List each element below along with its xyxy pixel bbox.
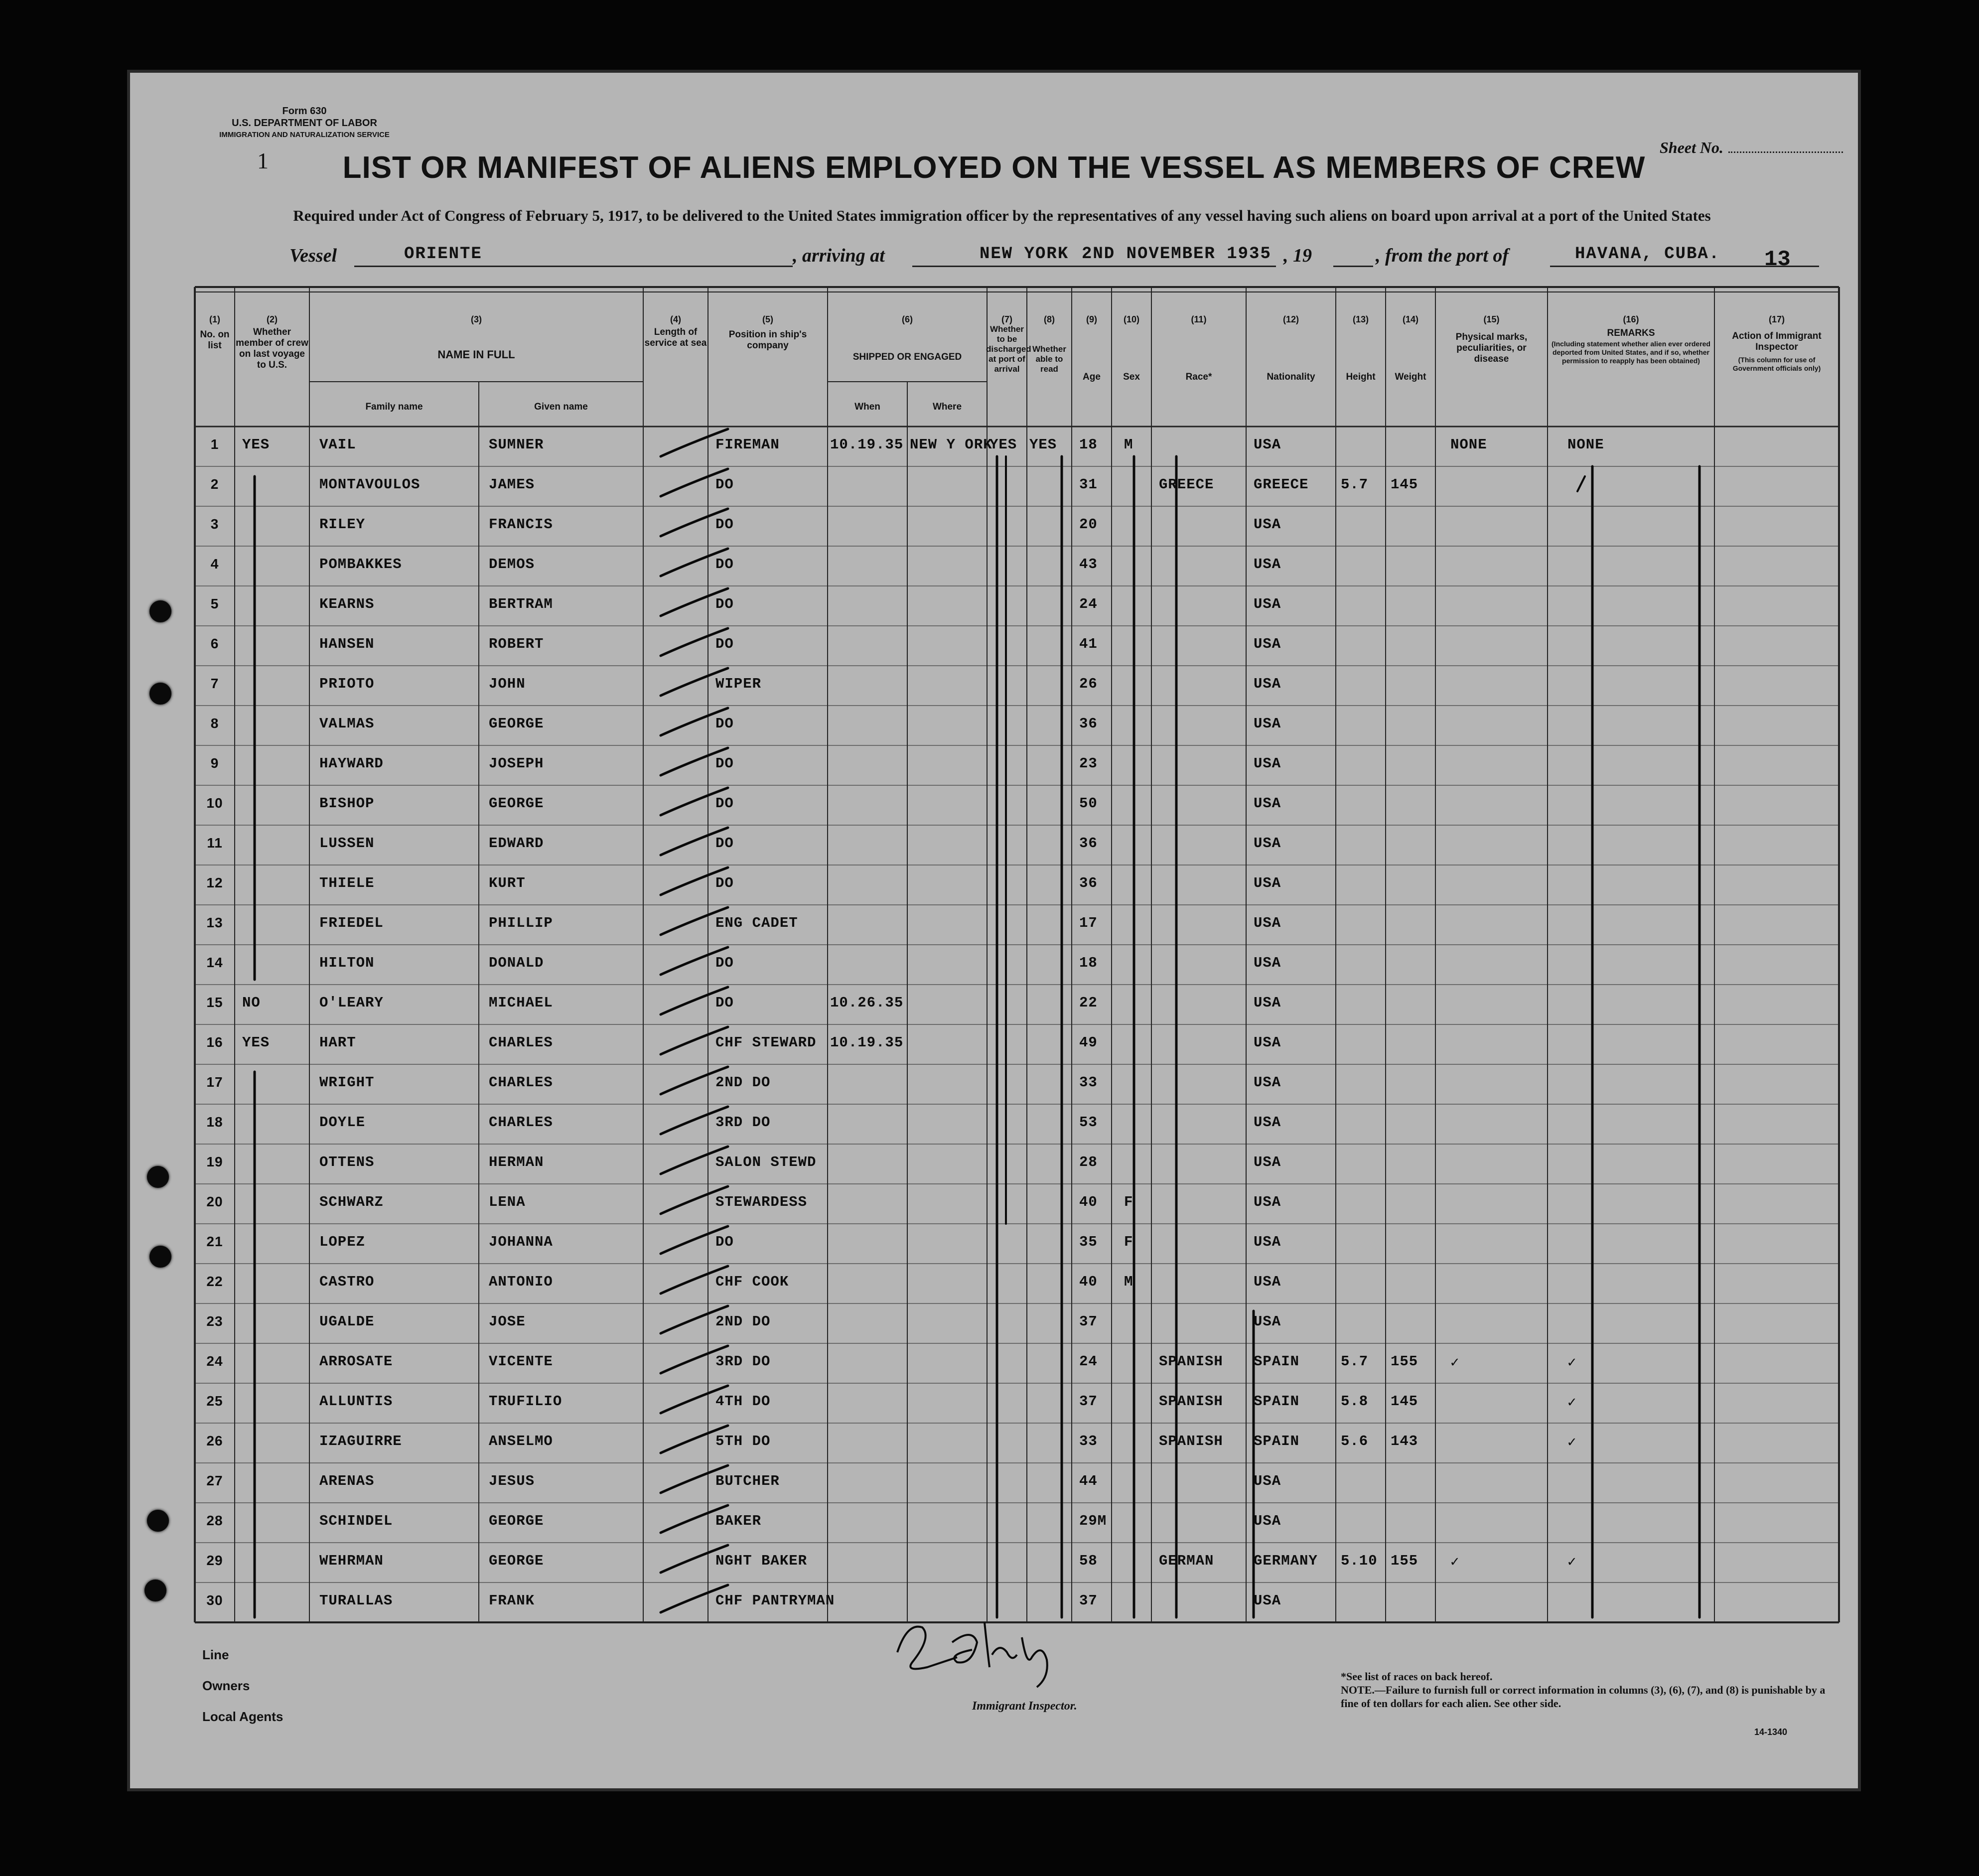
cell-when: 10.19.35 (830, 1034, 904, 1051)
cell-given: JOSE (489, 1313, 526, 1330)
cell-race: GREECE (1159, 476, 1214, 493)
cell-no: 10 (206, 795, 223, 811)
cell-position: DO (715, 596, 734, 612)
cell-nat: SPAIN (1254, 1353, 1300, 1370)
cell-given: FRANK (489, 1592, 535, 1609)
cell-nat: USA (1254, 835, 1281, 852)
cell-remarks: ✓ (1567, 1554, 1577, 1571)
cell-given: JOSEPH (489, 755, 544, 772)
handwritten-mark: 1 (257, 148, 269, 173)
cell-no: 23 (206, 1313, 223, 1329)
cell-nat: USA (1254, 1313, 1281, 1330)
cell-given: MICHAEL (489, 995, 553, 1011)
cell-no: 3 (210, 516, 219, 532)
cell-sex: M (1124, 436, 1133, 453)
cell-given: SUMNER (489, 436, 544, 453)
header-age: Age (1083, 372, 1101, 382)
page-title: LIST OR MANIFEST OF ALIENS EMPLOYED ON THE VESSEL AS MEMBERS OF CREW (342, 150, 1646, 185)
cell-given: GEORGE (489, 716, 544, 732)
cell-sex: F (1124, 1234, 1133, 1250)
page-number: 13 (1764, 247, 1791, 272)
cell-nat: USA (1254, 795, 1281, 812)
cell-no: 11 (207, 835, 223, 851)
cell-given: BERTRAM (489, 596, 553, 612)
header-inspector-action: Action of Immigrant Inspector (1732, 331, 1822, 352)
cell-nat: USA (1254, 1513, 1281, 1529)
cell-given: DEMOS (489, 556, 535, 573)
cell-weight: 155 (1391, 1353, 1418, 1370)
cell-family: HANSEN (319, 636, 375, 652)
cell-no: 19 (206, 1154, 223, 1169)
cell-age: 36 (1079, 835, 1098, 852)
cell-height: 5.6 (1341, 1433, 1369, 1449)
header-family-name: Family name (365, 402, 423, 412)
cell-position: CHF PANTRYMAN (715, 1592, 835, 1609)
cell-race: SPANISH (1159, 1393, 1223, 1410)
header-remarks: REMARKS (1607, 328, 1655, 338)
cell-given: CHARLES (489, 1034, 553, 1051)
header-no-on-list: No. on list (200, 329, 230, 351)
header-length-service: Length of service at sea (644, 327, 707, 348)
cell-given: ANTONIO (489, 1274, 553, 1290)
cell-position: WIPER (715, 676, 762, 692)
cell-no: 4 (210, 556, 219, 572)
cell-given: CHARLES (489, 1114, 553, 1131)
cell-weight: 143 (1391, 1433, 1418, 1449)
cell-no: 29 (206, 1553, 223, 1568)
immigrant-inspector-label: Immigrant Inspector. (972, 1700, 1077, 1713)
cell-given: PHILLIP (489, 915, 553, 931)
cell-nat: GERMANY (1254, 1553, 1318, 1569)
cell-marks: NONE (1450, 436, 1487, 453)
cell-weight: 155 (1391, 1553, 1418, 1569)
cell-remarks: NONE (1567, 436, 1604, 453)
sheet-number-field: Sheet No. (1660, 138, 1843, 157)
cell-position: DO (715, 795, 734, 812)
cell-position: 2ND DO (715, 1074, 771, 1091)
cell-age: 33 (1079, 1433, 1098, 1449)
cell-position: 3RD DO (715, 1114, 771, 1131)
cell-weight: 145 (1391, 476, 1418, 493)
cell-position: 4TH DO (715, 1393, 771, 1410)
cell-family: THIELE (319, 875, 375, 891)
header-inspector-note: (This column for use of Government officials only) (1732, 356, 1821, 372)
cell-family: KEARNS (319, 596, 375, 612)
cell-nat: USA (1254, 1473, 1281, 1489)
cell-position: 2ND DO (715, 1313, 771, 1330)
cell-age: 58 (1079, 1553, 1098, 1569)
punch-hole (147, 1166, 169, 1188)
cell-given: DONALD (489, 955, 544, 971)
cell-position: CHF STEWARD (715, 1034, 817, 1051)
cell-position: DO (715, 955, 734, 971)
cell-position: 3RD DO (715, 1353, 771, 1370)
header-race: Race* (1185, 372, 1212, 382)
cell-family: BISHOP (319, 795, 375, 812)
cell-age: 33 (1079, 1074, 1098, 1091)
cell-no: 21 (206, 1234, 223, 1249)
vessel-name: ORIENTE (404, 245, 482, 264)
cell-no: 27 (206, 1473, 223, 1488)
cell-when: 10.19.35 (830, 436, 904, 453)
cell-family: RILEY (319, 516, 366, 533)
cell-age: 53 (1079, 1114, 1098, 1131)
year-label: , 19 (1283, 245, 1312, 266)
header-height: Height (1346, 372, 1376, 382)
cell-age: 23 (1079, 755, 1098, 772)
cell-nat: USA (1254, 556, 1281, 573)
cell-nat: GREECE (1254, 476, 1309, 493)
cell-sex: F (1124, 1194, 1133, 1210)
cell-family: FRIEDEL (319, 915, 384, 931)
cell-family: HILTON (319, 955, 375, 971)
cell-nat: USA (1254, 1074, 1281, 1091)
cell-family: IZAGUIRRE (319, 1433, 402, 1449)
cell-race: GERMAN (1159, 1553, 1214, 1569)
cell-position: DO (715, 835, 734, 852)
header-given-name: Given name (534, 402, 588, 412)
cell-position: SALON STEWD (715, 1154, 817, 1170)
cell-weight: 145 (1391, 1393, 1418, 1410)
cell-nat: SPAIN (1254, 1393, 1300, 1410)
cell-family: WRIGHT (319, 1074, 375, 1091)
cell-nat: USA (1254, 716, 1281, 732)
cell-position: FIREMAN (715, 436, 780, 453)
cell-given: VICENTE (489, 1353, 553, 1370)
cell-family: SCHWARZ (319, 1194, 384, 1210)
cell-sex: M (1124, 1274, 1133, 1290)
cell-age: 28 (1079, 1154, 1098, 1170)
cell-family: CASTRO (319, 1274, 375, 1290)
cell-no: 1 (210, 436, 219, 452)
cell-family: PRIOTO (319, 676, 375, 692)
cell-age: 29M (1079, 1513, 1107, 1529)
line-label: Line (202, 1647, 229, 1662)
punch-hole (144, 1580, 166, 1601)
manifest-page: Form 630 U.S. DEPARTMENT OF LABOR IMMIGRATION AND NATURALIZATION SERVICE 1 Sheet No. LIST OR MANIFEST OF ALIENS EMPLOYED ON THE VESSEL AS MEMBERS OF CREW Required under Act of Congress of February 5, 1917, to be delivered to the United States immigration officer by the representatives of any vessel having such aliens on board upon arrival at a port of the United States Vessel ORIENTE , arriving at NEW YORK 2ND NOVEMBER 1935 , 19 , from the port of HAVANA, CUBA. 13 (1) No. on list (2) Whether member of crew on last voyage to U.S. (3) NAME IN FULL Family name Given name (4) Length of service at sea (5) Position in ship's company (6) SHIPPED OR ENGAGED When Where (7) Whether to be discharged at port of arrival (8) Whether able to read (9) Age (10) Sex (11) Race* (12) Nationality (13) Height (14) Weight (15) Physical marks, peculiarities, or disease (16) REMARKS (Including statement whether alien ever ordered deported from United States, and if so, whether permission to reapply has been obtained) (17) Action of Immigrant Inspector (This column for use of Government officials only) 1 YES VAIL SUMNER FIREMAN 10.19.35 NEW Y ORK YES YES 18 M USA NONE NONE 2 MONTAVOULOS JAMES DO 31 GREECE GREECE 5.7 145 3 RILEY FRANCIS DO 20 USA 4 POMBAKKES DEMOS DO 43 USA 5 KEARNS BERTRAM DO 24 USA 6 HANSEN ROBERT DO 41 USA 7 PRIOTO JOHN WIPER 26 USA 8 VALMAS GEORGE DO 36 USA 9 HAYWARD JOSEPH DO 23 USA 10 BISHOP GEORGE DO 50 USA 11 LUSSEN EDWARD DO 36 USA 12 THIELE KURT DO 36 USA 13 FRIEDEL PHILLIP ENG CADET 17 USA 14 HILTON DONALD DO 18 USA 15 NO O'LEARY MICHAEL DO 10.26.35 22 USA 16 YES HART CHARLES CHF STEWARD 10.19.35 49 USA 17 WRIGHT CHARLES 2ND DO 33 USA 18 DOYLE CHARLES 3RD DO 53 USA 19 OTTENS HERMAN SALON STEWD 28 USA 20 SCHWARZ LENA STEWARDESS 40 F USA 21 LOPEZ JOHANNA DO 35 F USA 22 CASTRO ANTONIO CHF COOK 40 M USA 23 UGALDE JOSE 2ND DO 37 USA 24 ARROSATE VICENTE 3RD DO 24 SPANISH SPAIN 5.7 155 ✓ ✓ 25 ALLUNTIS TRUFILIO 4TH DO 37 SPANISH SPAIN 5.8 145 ✓ 26 IZAGUIRRE ANSELMO 5TH DO 33 SPANISH SPAIN 5.6 143 ✓ 27 ARENAS JESUS BUTCHER 44 USA 28 SCHINDEL GEORGE BAKER 29M USA 29 WEHRMAN GEORGE NGHT BAKER 58 GERMAN GERMANY 5.10 155 ✓ ✓ 30 TURALLAS FRANK CHF PANTRYMAN 37 USA Line Owners Local Agents Immigrant Inspector. *See list of races on back hereof. NOTE.—Failure to furnish full or correct information in columns (3), (6), (7), and (8) is punishable by a fine of ten dollars for each alien. See other side. 14-1340 (127, 70, 1861, 1791)
cell-age: 37 (1079, 1592, 1098, 1609)
cell-given: HERMAN (489, 1154, 544, 1170)
cell-age: 17 (1079, 915, 1098, 931)
cell-given: ROBERT (489, 636, 544, 652)
cell-family: ALLUNTIS (319, 1393, 393, 1410)
cell-nat: USA (1254, 955, 1281, 971)
cell-given: FRANCIS (489, 516, 553, 533)
header-remarks-note: (Including statement whether alien ever ordered deported from United States, and if so, whether permission to reapply has been obtained) (1552, 340, 1710, 365)
cell-age: 20 (1079, 516, 1098, 533)
cell-given: LENA (489, 1194, 526, 1210)
cell-position: DO (715, 516, 734, 533)
cell-nat: USA (1254, 436, 1281, 453)
cell-position: DO (715, 755, 734, 772)
cell-position: DO (715, 476, 734, 493)
cell-no: 2 (210, 476, 219, 492)
cell-nat: USA (1254, 1154, 1281, 1170)
cell-nat: USA (1254, 1234, 1281, 1250)
punch-hole (149, 600, 171, 622)
cell-no: 14 (206, 955, 223, 970)
from-label: , from the port of (1376, 245, 1509, 266)
header-sex: Sex (1123, 372, 1140, 382)
cell-nat: SPAIN (1254, 1433, 1300, 1449)
cell-family: LOPEZ (319, 1234, 366, 1250)
cell-nat: USA (1254, 1274, 1281, 1290)
header-weight: Weight (1395, 372, 1426, 382)
cell-age: 36 (1079, 716, 1098, 732)
from-port: HAVANA, CUBA. (1575, 245, 1720, 264)
cell-age: 18 (1079, 955, 1098, 971)
cell-disch: YES (990, 436, 1017, 453)
cell-no: 8 (210, 716, 219, 731)
cell-position: DO (715, 875, 734, 891)
cell-height: 5.8 (1341, 1393, 1369, 1410)
cell-age: 50 (1079, 795, 1098, 812)
cell-age: 22 (1079, 995, 1098, 1011)
cell-no: 5 (210, 596, 219, 611)
cell-height: 5.10 (1341, 1553, 1378, 1569)
cell-given: GEORGE (489, 795, 544, 812)
cell-nat: USA (1254, 875, 1281, 891)
cell-given: GEORGE (489, 1553, 544, 1569)
cell-read: YES (1029, 436, 1057, 453)
cell-age: 36 (1079, 875, 1098, 891)
cell-family: OTTENS (319, 1154, 375, 1170)
cell-age: 41 (1079, 636, 1098, 652)
cell-age: 35 (1079, 1234, 1098, 1250)
cell-family: VALMAS (319, 716, 375, 732)
cell-last: NO (242, 995, 261, 1011)
cell-position: DO (715, 1234, 734, 1250)
cell-age: 44 (1079, 1473, 1098, 1489)
cell-given: ANSELMO (489, 1433, 553, 1449)
cell-position: ENG CADET (715, 915, 798, 931)
cell-no: 13 (206, 915, 223, 930)
cell-family: LUSSEN (319, 835, 375, 852)
cell-position: STEWARDESS (715, 1194, 808, 1210)
cell-given: JESUS (489, 1473, 535, 1489)
cell-no: 24 (206, 1353, 223, 1369)
form-identifier: Form 630 U.S. DEPARTMENT OF LABOR IMMIGRATION AND NATURALIZATION SERVICE (219, 106, 390, 139)
cell-no: 30 (206, 1592, 223, 1608)
cell-given: TRUFILIO (489, 1393, 563, 1410)
cell-position: BUTCHER (715, 1473, 780, 1489)
cell-when: 10.26.35 (830, 995, 904, 1011)
cell-no: 18 (206, 1114, 223, 1130)
cell-position: DO (715, 995, 734, 1011)
cell-last: YES (242, 436, 270, 453)
cell-nat: USA (1254, 915, 1281, 931)
cell-no: 20 (206, 1194, 223, 1209)
header-when: When (854, 402, 880, 412)
cell-nat: USA (1254, 1114, 1281, 1131)
cell-given: JOHN (489, 676, 526, 692)
cell-age: 31 (1079, 476, 1098, 493)
cell-position: BAKER (715, 1513, 762, 1529)
cell-age: 40 (1079, 1274, 1098, 1290)
cell-no: 28 (206, 1513, 223, 1528)
header-discharged: Whether to be discharged at port of arrival (986, 324, 1031, 374)
cell-nat: USA (1254, 1194, 1281, 1210)
arrival-date: 2ND NOVEMBER 1935 (1082, 245, 1272, 264)
header-able-read: Whether able to read (1032, 344, 1066, 374)
cell-no: 7 (210, 676, 219, 691)
cell-nat: USA (1254, 676, 1281, 692)
punch-hole (147, 1510, 169, 1532)
punch-hole (149, 1246, 171, 1268)
cell-race: SPANISH (1159, 1433, 1223, 1449)
cell-no: 6 (210, 636, 219, 651)
cell-nat: USA (1254, 995, 1281, 1011)
cell-family: WEHRMAN (319, 1553, 384, 1569)
cell-position: CHF COOK (715, 1274, 789, 1290)
header-name-in-full: NAME IN FULL (437, 348, 515, 361)
header-shipped-engaged: SHIPPED OR ENGAGED (852, 352, 962, 362)
cell-no: 9 (210, 755, 219, 771)
cell-no: 17 (206, 1074, 223, 1090)
cell-family: ARENAS (319, 1473, 375, 1489)
page-subtitle: Required under Act of Congress of February 5, 1917, to be delivered to the United States immigration officer by the representatives of any vessel having such aliens on board upon arrival at a port of the United States (293, 207, 1711, 224)
cell-given: KURT (489, 875, 526, 891)
cell-given: CHARLES (489, 1074, 553, 1091)
cell-position: DO (715, 636, 734, 652)
header-nationality: Nationality (1267, 372, 1315, 382)
cell-family: ARROSATE (319, 1353, 393, 1370)
cell-nat: USA (1254, 1034, 1281, 1051)
cell-position: DO (715, 716, 734, 732)
cell-nat: USA (1254, 1592, 1281, 1609)
cell-position: DO (715, 556, 734, 573)
cell-family: MONTAVOULOS (319, 476, 421, 493)
cell-last: YES (242, 1034, 270, 1051)
owners-label: Owners (202, 1678, 250, 1693)
cell-remarks: ✓ (1567, 1395, 1577, 1411)
cell-given: EDWARD (489, 835, 544, 852)
arriving-label: , arriving at (793, 245, 885, 266)
check-stroke (1577, 476, 1585, 491)
inspector-signature (897, 1622, 1047, 1687)
cell-nat: USA (1254, 516, 1281, 533)
cell-height: 5.7 (1341, 476, 1369, 493)
cell-height: 5.7 (1341, 1353, 1369, 1370)
cell-race: SPANISH (1159, 1353, 1223, 1370)
cell-position: 5TH DO (715, 1433, 771, 1449)
cell-marks: ✓ (1450, 1355, 1460, 1371)
cell-age: 49 (1079, 1034, 1098, 1051)
cell-family: SCHINDEL (319, 1513, 393, 1529)
header-last-voyage: Whether member of crew on last voyage to U.S. (236, 327, 308, 370)
cell-age: 40 (1079, 1194, 1098, 1210)
cell-age: 26 (1079, 676, 1098, 692)
punch-hole (149, 683, 171, 705)
cell-age: 37 (1079, 1393, 1098, 1410)
cell-age: 37 (1079, 1313, 1098, 1330)
cell-family: HAYWARD (319, 755, 384, 772)
cell-marks: ✓ (1450, 1554, 1460, 1571)
cell-family: O'LEARY (319, 995, 384, 1011)
cell-nat: USA (1254, 596, 1281, 612)
cell-family: HART (319, 1034, 356, 1051)
cell-family: VAIL (319, 436, 356, 453)
cell-age: 18 (1079, 436, 1098, 453)
cell-age: 24 (1079, 1353, 1098, 1370)
vessel-label: Vessel (289, 245, 337, 266)
cell-family: UGALDE (319, 1313, 375, 1330)
cell-no: 15 (206, 995, 223, 1010)
cell-given: JOHANNA (489, 1234, 553, 1250)
footnote: *See list of races on back hereof. NOTE.—Failure to furnish full or correct information in columns (3), (6), (7), and (8) is punishable by a fine of ten dollars for each alien. See other side. (1341, 1670, 1826, 1710)
cell-no: 25 (206, 1393, 223, 1409)
cell-given: JAMES (489, 476, 535, 493)
local-agents-label: Local Agents (202, 1709, 283, 1724)
cell-no: 12 (206, 875, 223, 890)
cell-no: 16 (206, 1034, 223, 1050)
cell-no: 22 (206, 1274, 223, 1289)
cell-family: POMBAKKES (319, 556, 402, 573)
cell-nat: USA (1254, 636, 1281, 652)
cell-nat: USA (1254, 755, 1281, 772)
cell-given: GEORGE (489, 1513, 544, 1529)
cell-where: NEW Y ORK (910, 436, 992, 453)
cell-no: 26 (206, 1433, 223, 1448)
cell-remarks: ✓ (1567, 1355, 1577, 1371)
cell-position: NGHT BAKER (715, 1553, 808, 1569)
cell-family: TURALLAS (319, 1592, 393, 1609)
header-physical-marks: Physical marks, peculiarities, or disease (1455, 332, 1528, 364)
cell-remarks: ✓ (1567, 1435, 1577, 1451)
cell-age: 24 (1079, 596, 1098, 612)
cell-age: 43 (1079, 556, 1098, 573)
cell-family: DOYLE (319, 1114, 366, 1131)
header-where: Where (932, 402, 962, 412)
header-position: Position in ship's company (728, 329, 807, 351)
arriving-port: NEW YORK (980, 245, 1069, 264)
form-code: 14-1340 (1754, 1727, 1788, 1737)
